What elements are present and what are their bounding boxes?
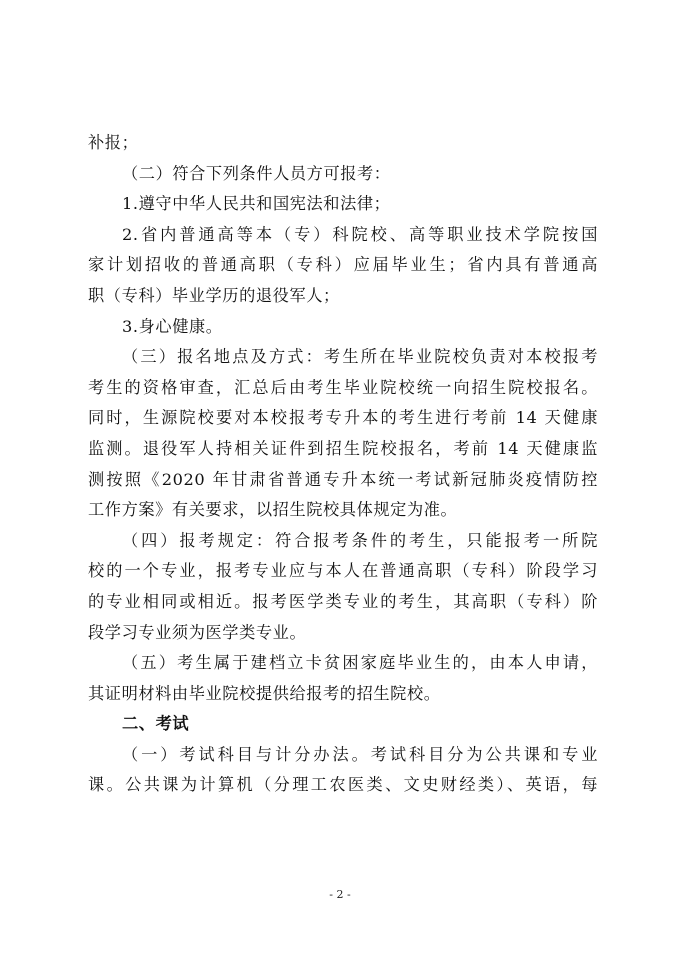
text-line: （二）符合下列条件人员方可报考： <box>122 163 391 183</box>
text-line: （一）考试科目与计分办法。考试科目分为公共课和专业 <box>122 744 598 764</box>
text-line: 校的一个专业，报考专业应与本人在普通高职（专科）阶段学习 <box>88 561 598 581</box>
page-number: - 2 - <box>329 888 351 901</box>
text-line: 的专业相同或相近。报考医学类专业的考生，其高职（专科）阶 <box>88 591 598 611</box>
text-line: 2.省内普通高等本（专）科院校、高等职业技术学院按国 <box>122 224 598 244</box>
text-line: （三）报名地点及方式：考生所在毕业院校负责对本校报考 <box>122 347 598 367</box>
text-line: 同时，生源院校要对本校报考专升本的考生进行考前 14 天健康 <box>88 408 598 428</box>
text-line: 1.遵守中华人民共和国宪法和法律； <box>122 194 391 214</box>
text-line: 测按照《2020 年甘肃省普通专升本统一考试新冠肺炎疫情防控 <box>88 469 598 489</box>
text-line: 课。公共课为计算机（分理工农医类、文史财经类）、英语，每 <box>88 775 598 795</box>
text-line: 监测。退役军人持相关证件到招生院校报名，考前 14 天健康监 <box>88 438 598 458</box>
text-line: 家计划招收的普通高职（专科）应届毕业生；省内具有普通高 <box>88 255 598 275</box>
section-heading: 二、考试 <box>122 714 190 734</box>
document-body <box>88 128 598 801</box>
text-line: 工作方案》有关要求，以招生院校具体规定为准。 <box>88 500 458 520</box>
text-line: 考生的资格审查，汇总后由考生毕业院校统一向招生院校报名。 <box>88 377 598 397</box>
text-line: （四）报考规定：符合报考条件的考生，只能报考一所院 <box>122 530 598 550</box>
text-line: （五）考生属于建档立卡贫困家庭毕业生的，由本人申请， <box>122 653 598 673</box>
text-line: 3.身心健康。 <box>122 316 223 336</box>
text-line: 段学习专业须为医学类专业。 <box>88 622 307 642</box>
text-line: 其证明材料由毕业院校提供给报考的招生院校。 <box>88 683 441 703</box>
text-line: 职（专科）毕业学历的退役军人； <box>88 285 340 305</box>
text-line: 补报； <box>88 133 139 152</box>
